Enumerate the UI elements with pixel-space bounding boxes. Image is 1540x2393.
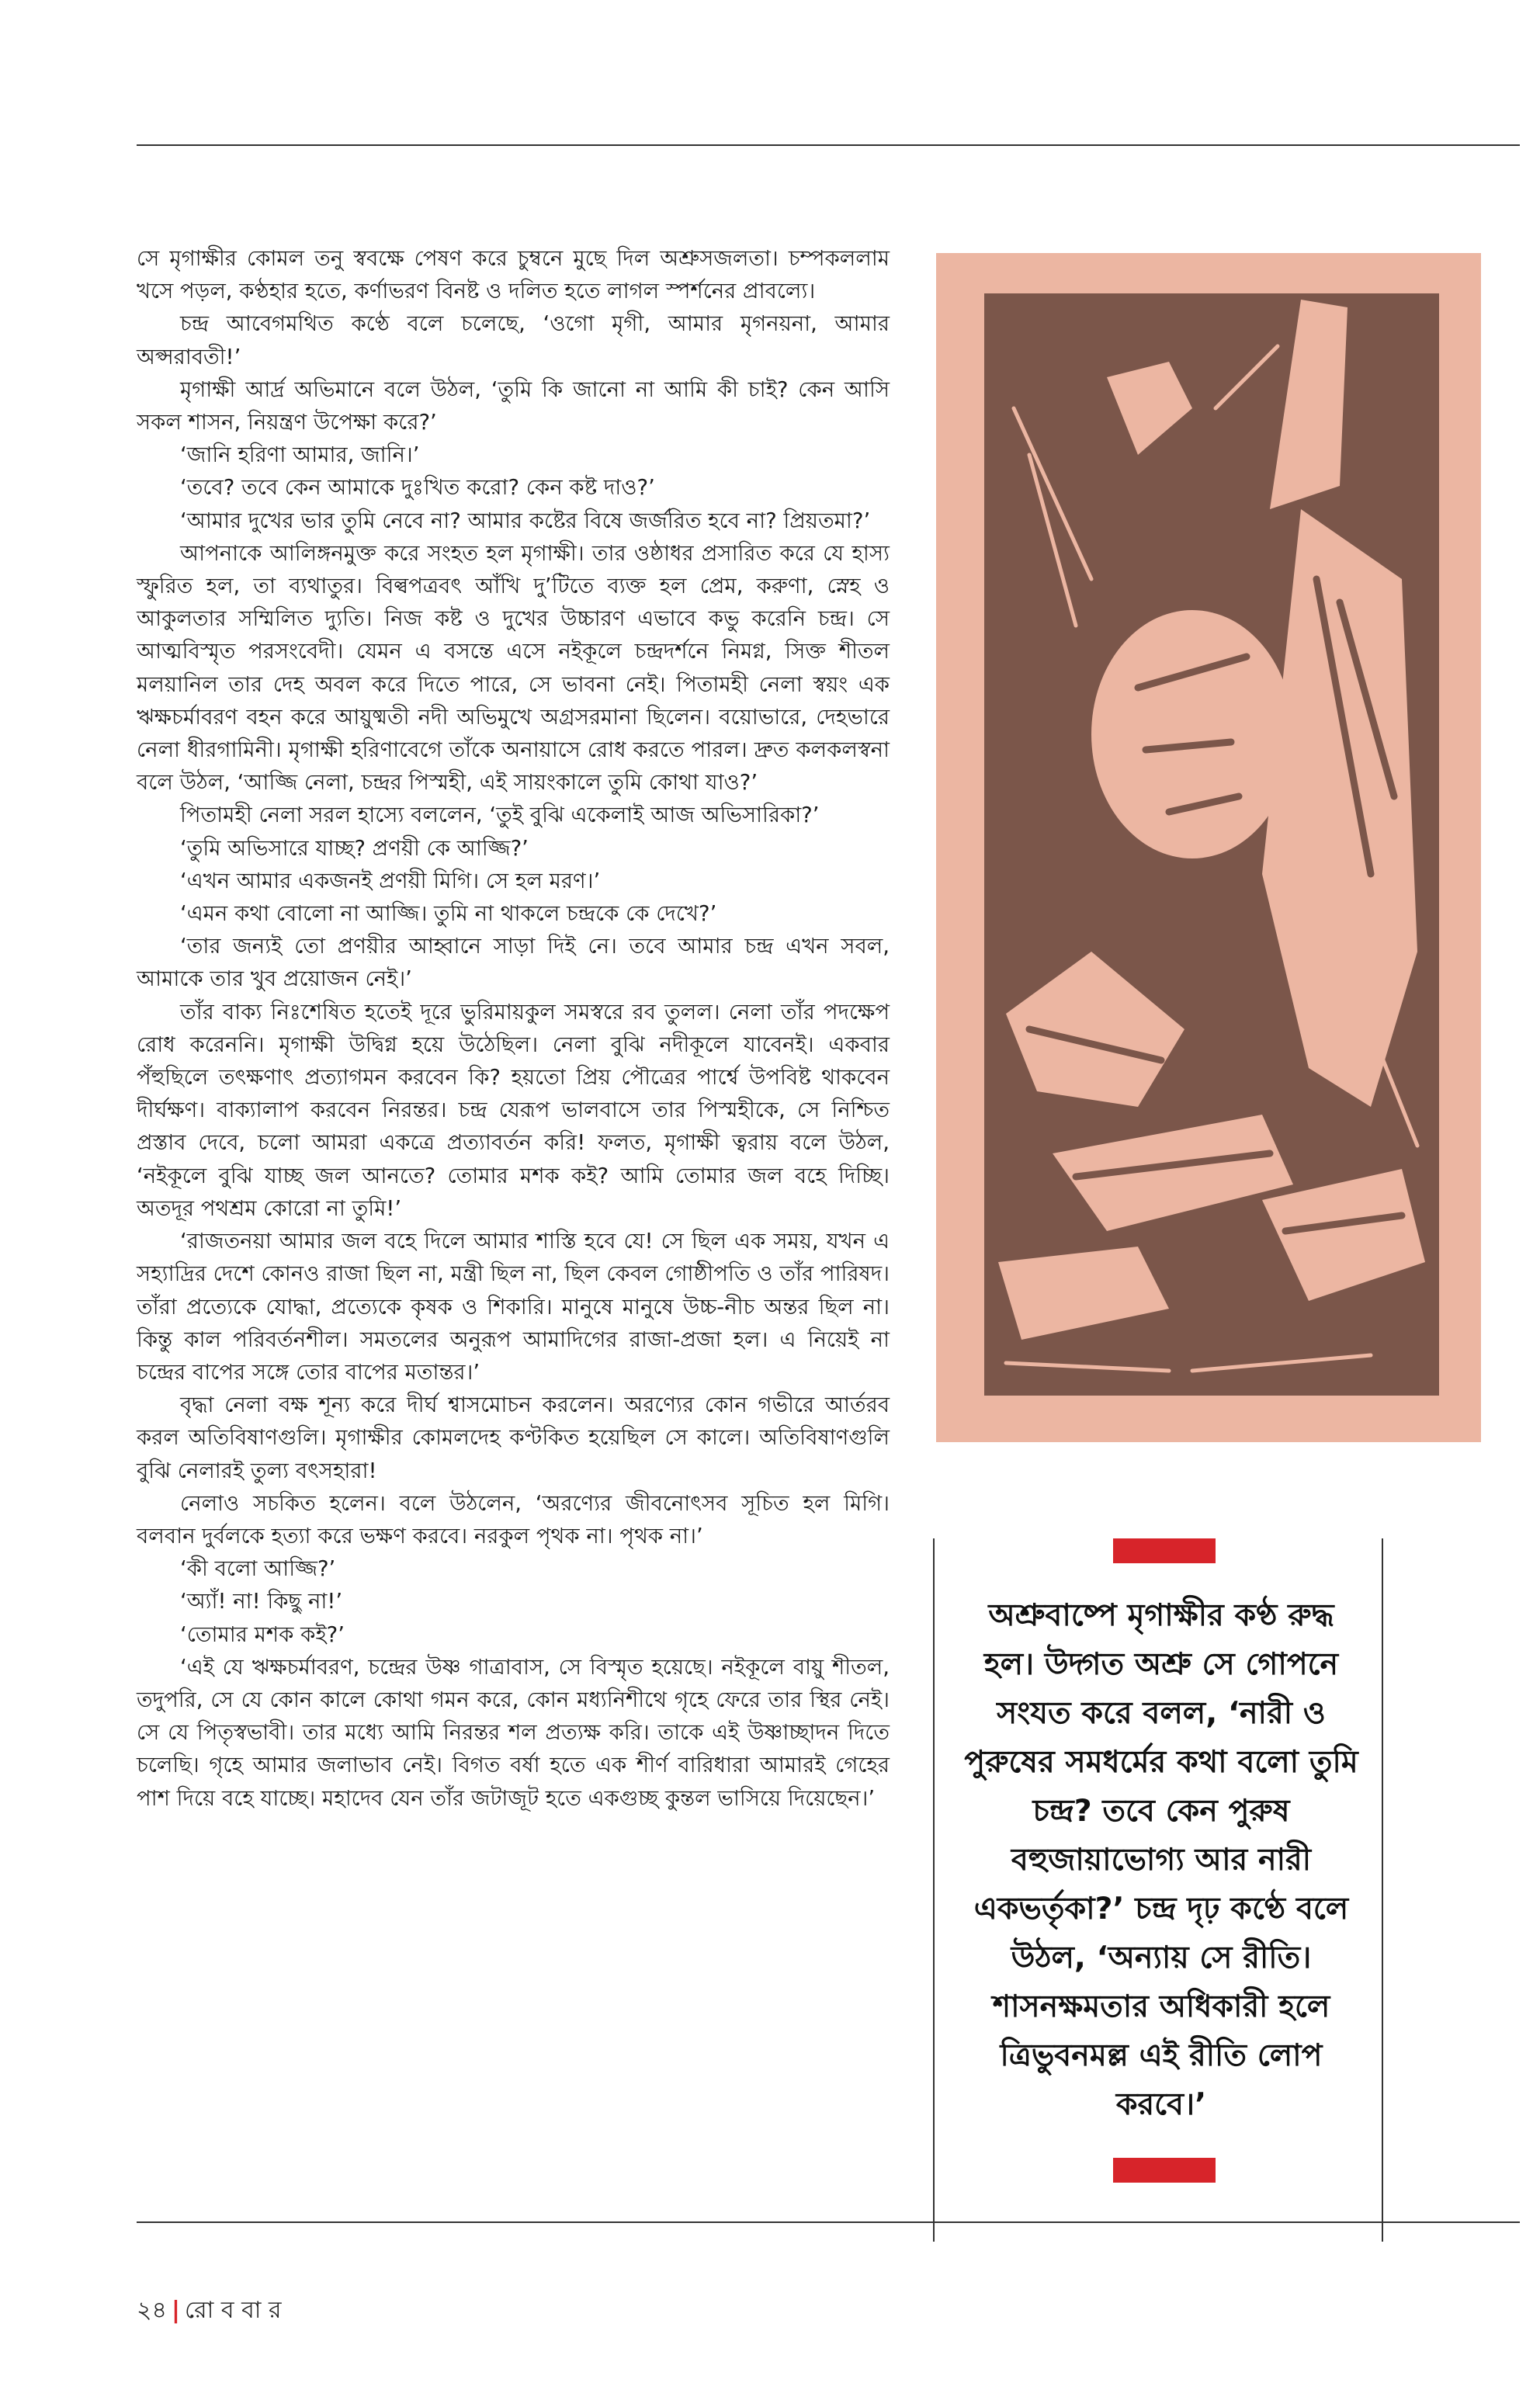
paragraph: ‘এই যে ঋক্ষচর্মাবরণ, চন্দ্রের উষ্ণ গাত্রাবাস, সে বিস্মৃত হয়েছে। নইকূলে বায়ু শীতল, তদুপরি, সে যে কোন কালে কোথা গমন করে, কোন মধ্যনিশীথে গৃহে ফেরে তার স্থির নেই। সে যে পিতৃস্বভাবী। তার মধ্যে আমি নিরন্তর শল প্রত্যক্ষ করি। তাকে এই উষ্ণাচ্ছাদন দিতে চলেছি। গৃহে আমার জলাভাব নেই। বিগত বর্ষা হতে এক শীর্ণ বারিধারা আমারই গেহের পাশ দিয়ে বহে যাচ্ছে। মহাদেব যেন তাঁর জটাজূট হতে একগুচ্ছ কুন্তল ভাসিয়ে দিয়েছেন।’ — [137, 1654, 890, 1811]
publication-name: রো ব বা র — [184, 2297, 282, 2324]
pullquote-bottom-bar — [1113, 2158, 1216, 2183]
bottom-rule-right — [941, 2221, 1520, 2223]
pullquote-left-rule — [933, 1538, 935, 2242]
paragraph: ‘তবে? তবে কেন আমাকে দুঃখিত করো? কেন কষ্ট দাও?’ — [180, 475, 655, 501]
paragraph: ‘এমন কথা বোলো না আজ্জি। তুমি না থাকলে চন্দ্রকে কে দেখে?’ — [180, 901, 717, 927]
paragraph: ‘এখন আমার একজনই প্রণয়ী মিগি। সে হল মরণ।’ — [180, 868, 601, 893]
pull-quote: অশ্রুবাষ্পে মৃগাক্ষীর কণ্ঠ রুদ্ধ হল। উদ্গত অশ্রু সে গোপনে সংযত করে বলল, ‘নারী ও পুরুষের সমধর্মের কথা বলো তুমি চন্দ্র? তবে কেন পুরুষ বহুজায়াভোগ্য আর নারী একভর্তৃকা?’ চন্দ্র দৃঢ় কণ্ঠে বলে উঠল, ‘অন্যায় সে রীতি। শাসনক্ষমতার অধিকারী হলে ত্রিভুবনমল্ল এই রীতি লোপ করবে।’ — [964, 1597, 1358, 2122]
bottom-rule-left — [137, 2221, 941, 2223]
top-rule — [137, 144, 1520, 146]
pullquote-right-rule — [1382, 1538, 1383, 2242]
paragraph: বৃদ্ধা নেলা বক্ষ শূন্য করে দীর্ঘ শ্বাসমোচন করলেন। অরণ্যের কোন গভীরে আর্তরব করল অতিবিষাণগুলি। মৃগাক্ষীর কোমলদেহ কণ্টকিত হয়েছিল সে কালে। অতিবিষাণগুলি বুঝি নেলারই তুল্য বৎসহারা! — [137, 1392, 890, 1483]
paragraph: ‘কী বলো আজ্জি?’ — [180, 1556, 336, 1582]
paragraph: নেলাও সচকিত হলেন। বলে উঠলেন, ‘অরণ্যের জীবনোৎসব সূচিত হল মিগি। বলবান দুর্বলকে হত্যা করে ভক্ষণ করবে। নরকুল পৃথক না। পৃথক না।’ — [137, 1490, 890, 1549]
illustration — [936, 253, 1481, 1442]
footer-separator: | — [171, 2297, 180, 2324]
paragraph: ‘তোমার মশক কই?’ — [180, 1621, 345, 1647]
paragraph: ‘আমার দুখের ভার তুমি নেবে না? আমার কষ্টের বিষে জর্জরিত হবে না? প্রিয়তমা?’ — [180, 508, 871, 533]
paragraph: ‘অ্যাঁ! না! কিছু না!’ — [180, 1589, 343, 1614]
paragraph: চন্দ্র আবেগমথিত কণ্ঠে বলে চলেছে, ‘ওগো মৃগী, আমার মৃগনয়না, আমার অপ্সরাবতী!’ — [137, 311, 890, 369]
article-body — [137, 242, 890, 1815]
paragraph: ‘তার জন্যই তো প্রণয়ীর আহ্বানে সাড়া দিই নে। তবে আমার চন্দ্র এখন সবল, আমাকে তার খুব প্রয়োজন নেই।’ — [137, 934, 890, 992]
paragraph: ‘রাজতনয়া আমার জল বহে দিলে আমার শাস্তি হবে যে! সে ছিল এক সময়, যখন এ সহ্যাদ্রির দেশে কোনও রাজা ছিল না, মন্ত্রী ছিল না, ছিল কেবল গোষ্ঠীপতি ও তাঁর পারিষদ। তাঁরা প্রত্যেকে যোদ্ধা, প্রত্যেকে কৃষক ও শিকারি। মানুষে মানুষে উচ্চ-নীচ অন্তর ছিল না। কিন্তু কাল পরিবর্তনশীল। সমতলের অনুরূপ আমাদিগের রাজা-প্রজা হল। এ নিয়েই না চন্দ্রের বাপের সঙ্গে তোর বাপের মতান্তর।’ — [137, 1229, 890, 1385]
paragraph: ‘জানি হরিণা আমার, জানি।’ — [180, 442, 420, 468]
paragraph: ‘তুমি অভিসারে যাচ্ছ? প্রণয়ী কে আজ্জি?’ — [180, 835, 529, 861]
pullquote-top-bar — [1113, 1538, 1216, 1563]
page-footer — [137, 2291, 282, 2331]
paragraph: তাঁর বাক্য নিঃশেষিত হতেই দূরে ভুরিমায়কুল সমস্বরে রব তুলল। নেলা তাঁর পদক্ষেপ রোধ করেননি। মৃগাক্ষী উদ্বিগ্ন হয়ে উঠেছিল। নেলা বুঝি নদীকূলে যাবেনই। একবার পঁহুছিলে তৎক্ষণাৎ প্রত্যাগমন করবেন কি? হয়তো প্রিয় পৌত্রের পার্শ্বে উপবিষ্ট থাকবেন দীর্ঘক্ষণ। বাক্যালাপ করবেন নিরন্তর। চন্দ্র যেরূপ ভালবাসে তার পিস্মহীকে, সে নিশ্চিত প্রস্তাব দেবে, চলো আমরা একত্রে প্রত্যাবর্তন করি! ফলত, মৃগাক্ষী ত্বরায় বলে উঠল, ‘নইকূলে বুঝি যাচ্ছ জল আনতে? তোমার মশক কই? আমি তোমার জল বহে দিচ্ছি। অতদূর পথশ্রম কোরো না তুমি!’ — [137, 999, 890, 1221]
paragraph: আপনাকে আলিঙ্গনমুক্ত করে সংহত হল মৃগাক্ষী। তার ওষ্ঠাধর প্রসারিত করে যে হাস্য স্ফুরিত হল, তা ব্যথাতুর। বিল্বপত্রবৎ আঁখি দু’টিতে ব্যক্ত হল প্রেম, করুণা, স্নেহ ও আকুলতার সম্মিলিত দ্যুতি। নিজ কষ্ট ও দুখের উচ্চারণ এভাবে কভু করেনি চন্দ্র। সে আত্মবিস্মৃত পরসংবেদী। যেমন এ বসন্তে এসে নইকূলে চন্দ্রদর্শনে নিমগ্ন, সিক্ত শীতল মলয়ানিল তার দেহ অবল করে দিতে পারে, সে ভাবনা নেই। পিতামহী নেলা স্বয়ং এক ঋক্ষচর্মাবরণ বহন করে আয়ুষ্মতী নদী অভিমুখে অগ্রসরমানা ছিলেন। বয়োভারে, দেহভারে নেলা ধীরগামিনী। মৃগাক্ষী হরিণাবেগে তাঁকে অনায়াসে রোধ করতে পারল। দ্রুত কলকলস্বনা বলে উঠল, ‘আজ্জি নেলা, চন্দ্রর পিস্মহী, এই সায়ংকালে তুমি কোথা যাও?’ — [137, 540, 890, 796]
paragraph: সে মৃগাক্ষীর কোমল তনু স্ববক্ষে পেষণ করে চুম্বনে মুছে দিল অশ্রুসজলতা। চম্পকললাম খসে পড়ল, কণ্ঠহার হতে, কর্ণাভরণ বিনষ্ট ও দলিত হতে লাগল স্পর্শনের প্রাবল্যে। — [137, 246, 890, 304]
paragraph: পিতামহী নেলা সরল হাস্যে বললেন, ‘তুই বুঝি একেলাই আজ অভিসারিকা?’ — [180, 803, 820, 828]
page-number: ২৪ — [137, 2297, 167, 2324]
paragraph: মৃগাক্ষী আর্দ্র অভিমানে বলে উঠল, ‘তুমি কি জানো না আমি কী চাই? কেন আসি সকল শাসন, নিয়ন্ত্রণ উপেক্ষা করে?’ — [137, 376, 890, 435]
